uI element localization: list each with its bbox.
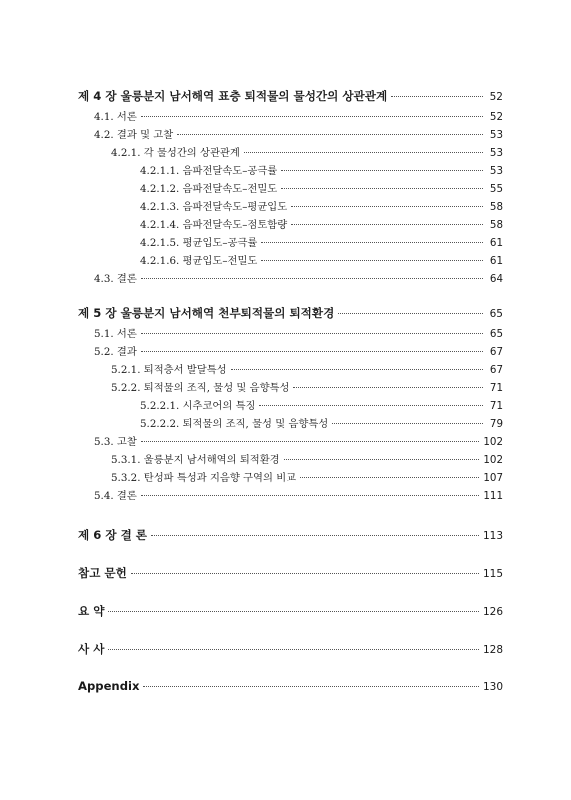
toc-entry-5-3[interactable]: [94, 433, 503, 448]
dot-leader: [141, 441, 480, 442]
toc-entry-label: 5.3. 고찰: [94, 436, 137, 448]
toc-entry-label: 제 4 장 울릉분지 남서해역 표층 퇴적물의 물성간의 상관관계: [78, 89, 388, 103]
toc-entry-4-2-1-3[interactable]: [140, 198, 503, 213]
toc-entry-label: 제 6 장 결 론: [78, 528, 148, 542]
toc-page-number: 126: [482, 606, 503, 618]
dot-leader: [261, 260, 483, 261]
toc-entry-4-2-1-4[interactable]: [140, 216, 503, 231]
dot-leader: [141, 333, 483, 334]
toc-entry-label: 제 5 장 울릉분지 남서해역 천부퇴적물의 퇴적환경: [78, 306, 335, 320]
toc-page-number: 58: [489, 201, 503, 213]
toc-entry-5-2-2-2[interactable]: [140, 415, 503, 430]
toc-entry-label: 4.2.1. 각 물성간의 상관관계: [111, 147, 240, 159]
toc-entry-label: 4.2.1.4. 음파전달속도–점토함량: [140, 219, 288, 231]
toc-entry-label: Appendix: [78, 679, 140, 693]
toc-entry-label: 5.2.2.1. 시추코어의 특징: [140, 400, 256, 412]
toc-entry-label: 4.2.1.5. 평균입도–공극률: [140, 237, 258, 249]
toc-entry-label: 5.1. 서론: [94, 328, 137, 340]
toc-page-number: 130: [482, 681, 503, 693]
toc-entry-4-1[interactable]: [94, 108, 503, 123]
toc-chapter-4-heading[interactable]: [78, 88, 503, 104]
dot-leader: [143, 686, 479, 687]
dot-leader: [231, 369, 483, 370]
toc-entry-label: 4.2. 결과 및 고찰: [94, 129, 174, 141]
toc-page-number: 55: [489, 183, 503, 195]
toc-entry-label: 4.2.1.2. 음파전달속도–전밀도: [140, 183, 278, 195]
dot-leader: [131, 573, 479, 574]
toc-page-number: 107: [483, 472, 503, 484]
toc-page-number: 111: [483, 490, 503, 502]
dot-leader: [108, 611, 479, 612]
toc-page-number: 52: [489, 91, 503, 103]
toc-acknowledgements-heading[interactable]: [78, 641, 503, 657]
dot-leader: [291, 224, 483, 225]
toc-entry-5-3-2[interactable]: [111, 469, 503, 484]
toc-entry-4-2-1-5[interactable]: [140, 234, 503, 249]
toc-page-number: 102: [483, 454, 503, 466]
toc-page-number: 67: [489, 364, 503, 376]
toc-page-number: 71: [489, 400, 503, 412]
dot-leader: [141, 278, 483, 279]
toc-entry-4-2-1[interactable]: [111, 144, 503, 159]
toc-entry-label: 요 약: [78, 604, 105, 618]
toc-page-number: 115: [482, 568, 503, 580]
toc-entry-label: 참고 문헌: [78, 566, 127, 580]
toc-entry-5-3-1[interactable]: [111, 451, 503, 466]
toc-entry-4-2[interactable]: [94, 126, 503, 141]
toc-page-number: 67: [489, 346, 503, 358]
toc-chapter-5-heading[interactable]: [78, 305, 503, 321]
toc-references-heading[interactable]: [78, 565, 503, 581]
toc-summary-heading[interactable]: [78, 603, 503, 619]
dot-leader: [291, 206, 483, 207]
toc-page-number: 53: [489, 147, 503, 159]
dot-leader: [141, 495, 480, 496]
dot-leader: [108, 649, 479, 650]
toc-page-number: 61: [489, 255, 503, 267]
toc-page-number: 61: [489, 237, 503, 249]
toc-entry-5-2-2[interactable]: [111, 379, 503, 394]
toc-entry-4-3[interactable]: [94, 270, 503, 285]
toc-entry-label: 4.2.1.1. 음파전달속도–공극률: [140, 165, 278, 177]
toc-entry-5-4[interactable]: [94, 487, 503, 502]
dot-leader: [177, 134, 483, 135]
dot-leader: [300, 477, 479, 478]
dot-leader: [141, 116, 483, 117]
toc-page-number: 65: [489, 328, 503, 340]
toc-entry-label: 4.3. 결론: [94, 273, 137, 285]
toc-page-number: 79: [489, 418, 503, 430]
toc-page-number: 58: [489, 219, 503, 231]
toc-page-number: 113: [482, 530, 503, 542]
dot-leader: [293, 387, 483, 388]
toc-entry-4-2-1-2[interactable]: [140, 180, 503, 195]
toc-entry-label: 5.2. 결과: [94, 346, 137, 358]
dot-leader: [281, 170, 483, 171]
dot-leader: [281, 188, 483, 189]
toc-entry-4-2-1-6[interactable]: [140, 252, 503, 267]
dot-leader: [338, 313, 483, 314]
toc-entry-label: 5.2.2. 퇴적물의 조직, 물성 및 음향특성: [111, 382, 290, 394]
dot-leader: [151, 535, 479, 536]
dot-leader: [259, 405, 483, 406]
toc-page-number: 102: [483, 436, 503, 448]
toc-entry-label: 4.1. 서론: [94, 111, 137, 123]
toc-entry-5-2-2-1[interactable]: [140, 397, 503, 412]
toc-page-number: 65: [489, 308, 503, 320]
toc-entry-label: 5.3.2. 탄성파 특성과 지음향 구역의 비교: [111, 472, 297, 484]
dot-leader: [261, 242, 483, 243]
toc-appendix-heading[interactable]: [78, 679, 503, 693]
dot-leader: [391, 96, 483, 97]
toc-page-number: 53: [489, 165, 503, 177]
toc-entry-5-2[interactable]: [94, 343, 503, 358]
toc-chapter-6-heading[interactable]: [78, 527, 503, 543]
dot-leader: [332, 423, 483, 424]
toc-entry-label: 5.2.2.2. 퇴적물의 조직, 물성 및 음향특성: [140, 418, 329, 430]
toc-entry-label: 4.2.1.3. 음파전달속도–평균입도: [140, 201, 288, 213]
toc-entry-4-2-1-1[interactable]: [140, 162, 503, 177]
dot-leader: [141, 351, 483, 352]
toc-entry-label: 5.2.1. 퇴적층서 발달특성: [111, 364, 227, 376]
toc-entry-label: 사 사: [78, 642, 105, 656]
toc-page-number: 64: [489, 273, 503, 285]
toc-page-number: 71: [489, 382, 503, 394]
toc-entry-5-2-1[interactable]: [111, 361, 503, 376]
toc-entry-5-1[interactable]: [94, 325, 503, 340]
toc-entry-label: 4.2.1.6. 평균입도–전밀도: [140, 255, 258, 267]
toc-page-number: 53: [489, 129, 503, 141]
dot-leader: [284, 459, 480, 460]
toc-page-number: 52: [489, 111, 503, 123]
dot-leader: [244, 152, 483, 153]
toc-page-number: 128: [482, 644, 503, 656]
toc-entry-label: 5.3.1. 울릉분지 남서해역의 퇴적환경: [111, 454, 280, 466]
toc-entry-label: 5.4. 결론: [94, 490, 137, 502]
